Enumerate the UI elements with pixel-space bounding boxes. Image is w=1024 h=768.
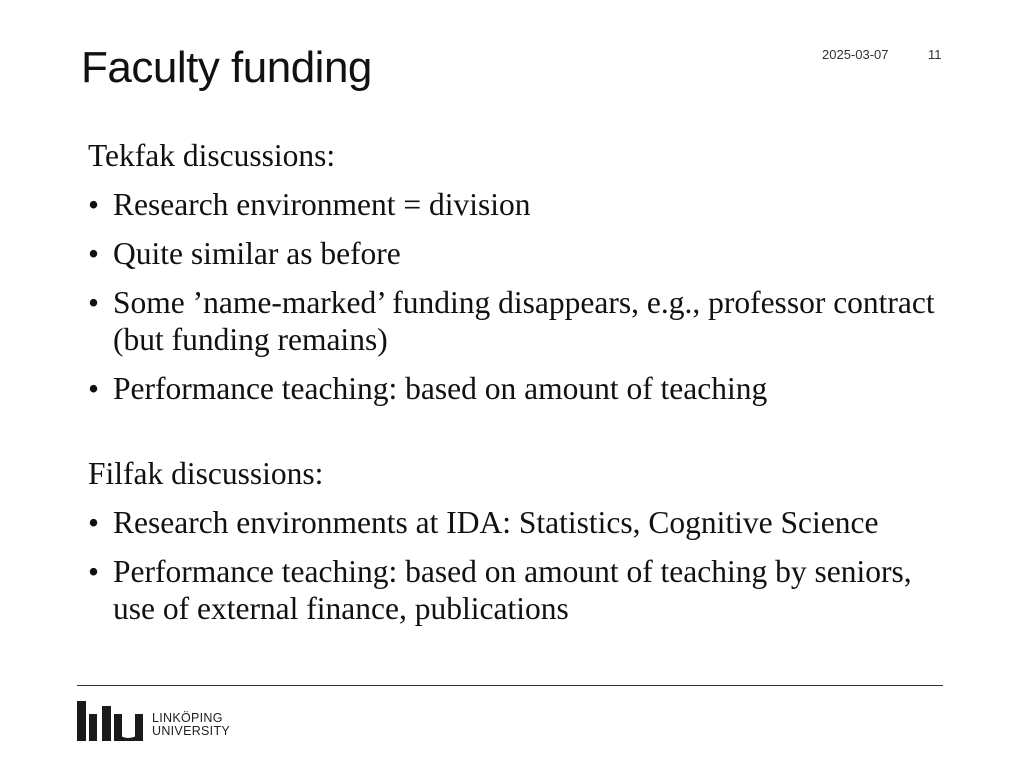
slide-page-number: 11 [928,47,942,62]
bullet-icon: • [88,371,100,406]
list-item-text: Performance teaching: based on amount of teaching by seniors, use of external finance, publications [113,554,912,626]
bullet-list [88,186,938,407]
bullet-icon: • [88,187,100,222]
section-tekfak [88,137,938,407]
list-item-text: Research environments at IDA: Statistics, Cognitive Science [113,505,879,540]
bullet-icon: • [88,285,100,320]
logo-text [152,712,230,738]
logo-text-line1: LINKÖPING [152,711,223,725]
bullet-icon: • [88,236,100,271]
liu-logo-icon [77,701,147,741]
list-item [88,370,938,407]
slide-content [88,137,938,639]
bullet-list [88,504,938,627]
bullet-icon: • [88,554,100,589]
list-item [88,186,938,223]
footer-divider [77,685,943,686]
list-item [88,284,938,358]
list-item-text: Performance teaching: based on amount of teaching [113,371,768,406]
slide-title: Faculty funding [81,43,372,92]
list-item [88,553,938,627]
section-heading: Tekfak discussions: [88,138,336,173]
section-filfak [88,455,938,627]
bullet-icon: • [88,505,100,540]
list-item-text: Quite similar as before [113,236,401,271]
section-heading: Filfak discussions: [88,456,324,491]
list-item [88,235,938,272]
university-logo [77,701,277,743]
logo-text-line2: UNIVERSITY [152,724,231,738]
list-item-text: Some ’name-marked’ funding disappears, e.g., professor contract (but funding remains) [113,285,935,357]
list-item [88,504,938,541]
slide-date: 2025-03-07 [822,47,889,62]
list-item-text: Research environment = division [113,187,531,222]
